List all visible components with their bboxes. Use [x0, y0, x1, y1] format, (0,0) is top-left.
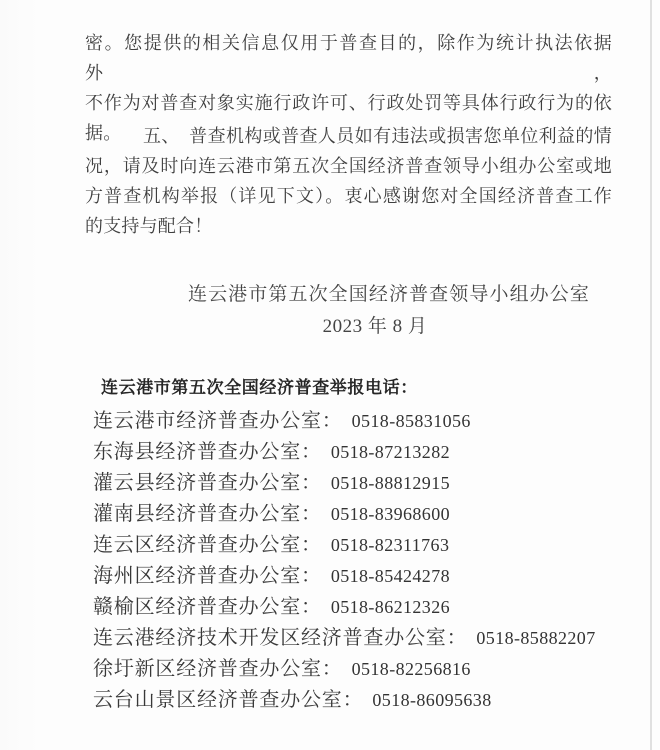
body-line: 密。您提供的相关信息仅用于普查目的，除作为统计执法依据外，: [85, 33, 612, 83]
office-label: 灌云县经济普查办公室：: [93, 472, 322, 494]
office-label: 云台山景区经济普查办公室：: [93, 689, 364, 711]
phone-number: 0518-82256816: [351, 659, 471, 679]
body-line: 方普查机构举报（详见下文）。衷心感谢您对全国经济普查工作: [85, 186, 612, 206]
signature-organization: 连云港市第五次全国经济普查领导小组办公室: [187, 284, 590, 305]
office-label: 东海县经济普查办公室：: [93, 441, 322, 463]
hotline-row: [93, 530, 596, 561]
body-line: 不作为对普查对象实施行政许可、行政处罚等具体行政行为的依: [85, 93, 612, 113]
office-label: 连云港市经济普查办公室：: [93, 410, 343, 432]
hotline-row: [93, 561, 596, 592]
phone-number: 0518-86212326: [330, 597, 451, 617]
office-label: 海州区经济普查办公室：: [93, 565, 322, 587]
hotline-row: [93, 499, 596, 530]
office-label: 赣榆区经济普查办公室：: [93, 596, 322, 618]
scan-edge-line: [650, 0, 652, 750]
hotline-row: [93, 685, 596, 716]
office-label: 灌南县经济普查办公室：: [93, 503, 322, 525]
office-label: 连云区经济普查办公室：: [93, 534, 322, 556]
office-label: 徐圩新区经济普查办公室：: [93, 658, 343, 680]
body-line: 五、 普查机构或普查人员如有违法或损害您单位利益的情: [143, 126, 612, 146]
hotline-row: [93, 468, 596, 499]
hotline-heading: 连云港市第五次全国经济普查举报电话：: [101, 378, 418, 397]
hotline-row: [93, 592, 596, 623]
hotline-row: [93, 654, 596, 685]
office-label: 连云港经济技术开发区经济普查办公室：: [93, 627, 468, 649]
body-line: 的支持与配合！: [85, 216, 213, 236]
hotline-row: [93, 437, 596, 468]
phone-number: 0518-85424278: [330, 566, 451, 586]
phone-number: 0518-85882207: [476, 628, 596, 648]
phone-number: 0518-87213282: [330, 442, 451, 462]
body-line: 据。: [85, 123, 122, 143]
phone-number: 0518-83968600: [330, 504, 451, 524]
phone-number: 0518-82311763: [330, 535, 450, 555]
phone-number: 0518-88812915: [330, 473, 451, 493]
body-paragraph-report-violations: [85, 121, 612, 241]
hotline-row: [93, 406, 596, 437]
phone-number: 0518-85831056: [351, 411, 471, 431]
hotline-row: [93, 623, 596, 654]
phone-number: 0518-86095638: [372, 690, 492, 710]
hotline-list: [93, 406, 596, 716]
signature-date: 2023 年 8 月: [322, 316, 428, 337]
body-line: 况，请及时向连云港市第五次全国经济普查领导小组办公室或地: [85, 156, 612, 176]
